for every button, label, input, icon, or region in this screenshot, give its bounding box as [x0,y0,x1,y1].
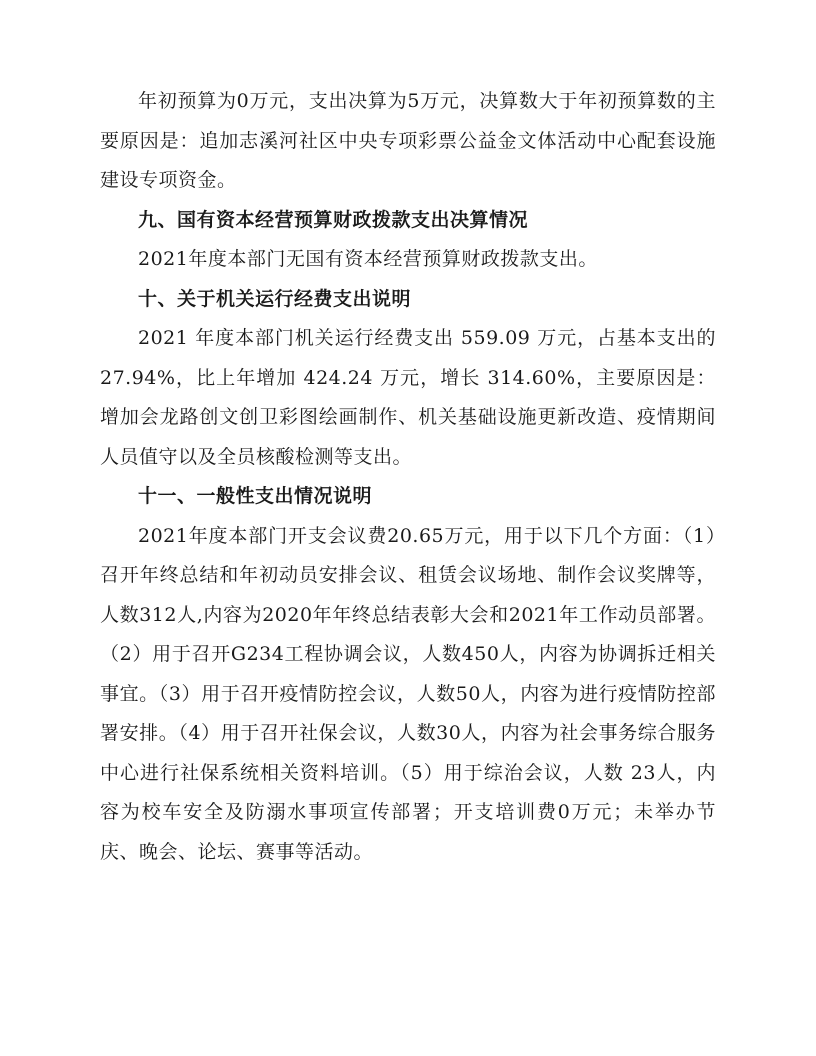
section-10-paragraph: 2021 年度本部门机关运行经费支出 559.09 万元，占基本支出的27.94%，比上年增加 424.24 万元，增长 314.60%，主要原因是：增加会龙路创文创卫彩图绘画制作、机关基础设施更新改造、疫情期间人员值守以及全员核酸检测等支出。 [100,327,716,468]
section-11-paragraph: 2021年度本部门开支会议费20.65万元，用于以下几个方面：（1）召开年终总结和年初动员安排会议、租赁会议场地、制作会议奖牌等，人数312人,内容为2020年年终总结表彰大会和2021年工作动员部署。（2）用于召开G234工程协调会议，人数450人，内容为协调拆迁相关事宜。（3）用于召开疫情防控会议，人数50人，内容为进行疫情防控部署安排。（4）用于召开社保会议，人数30人，内容为社会事务综合服务中心进行社保系统相关资料培训。（5）用于综治会议，人数 23人，内容为校车安全及防溺水事项宣传部署；开支培训费0万元；未举办节庆、晚会、论坛、赛事等活动。 [100,524,716,863]
section-9-paragraph: 2021年度本部门无国有资本经营预算财政拨款支出。 [138,248,598,270]
section-heading-11: 十一、一般性支出情况说明 [138,485,373,507]
document-body [100,82,716,872]
section-heading-10: 十、关于机关运行经费支出说明 [138,287,412,310]
section-heading-9: 九、国有资本经营预算财政拨款支出决算情况 [138,208,529,231]
budget-note-paragraph: 年初预算为0万元，支出决算为5万元，决算数大于年初预算数的主要原因是：追加志溪河社区中央专项彩票公益金文体活动中心配套设施建设专项资金。 [100,90,716,191]
